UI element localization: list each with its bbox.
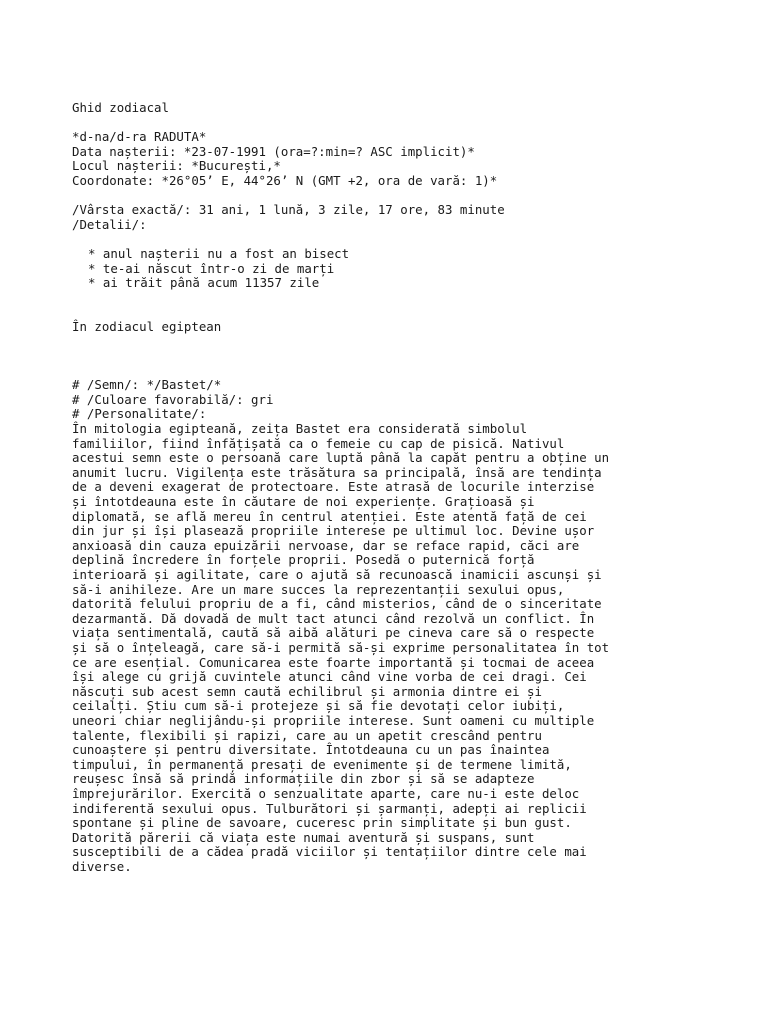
coordinates: Coordonate: *26°05’ E, 44°26’ N (GMT +2, ora de vară: 1)* <box>72 172 498 188</box>
personality-line: și să o înțeleagă, care să-i permită să-și exprime personalitatea în tot <box>72 639 610 655</box>
personality-line: reușesc însă să prindă informațiile din zbor și să se adapteze <box>72 771 535 787</box>
personality-line: anxioasă din cauza epuizării nervoase, dar se reface rapid, căci are <box>72 537 580 553</box>
personality-line: acestui semn este o persoană care luptă până la capăt pentru a obține un <box>72 450 610 466</box>
personality-line: Datorită părerii că viața este numai aventură și suspans, sunt <box>72 829 535 845</box>
personality-line: dezarmantă. Dă dovadă de mult tact atunci când rezolvă un conflict. În <box>72 610 595 626</box>
personality-line: interioară și agilitate, care o ajută să recunoască inamicii ascunși și <box>72 567 602 582</box>
spacer <box>72 232 712 247</box>
birth-place: Locul nașterii: *București,* <box>72 158 281 174</box>
personality-label: # /Personalitate/: <box>72 406 207 422</box>
section-heading: În zodiacul egiptean <box>72 318 222 334</box>
personality-line: indiferentă sexului opus. Tulburători și șarmanți, adepți ai replicii <box>72 800 587 816</box>
document-page <box>72 101 712 874</box>
personality-line: deplină încredere în forțele proprii. Posedă o puternică forță <box>72 552 535 568</box>
personality-line: cunoaștere și pentru diversitate. Întotdeauna cu un pas înaintea <box>72 742 550 758</box>
spacer <box>72 305 712 320</box>
spacer <box>72 349 712 364</box>
personality-line: uneori chiar neglijându-și propriile interese. Sunt oameni cu multiple <box>72 712 595 728</box>
personality-line: timpului, în permanență presați de evenimente și de termene limită, <box>72 756 572 772</box>
spacer <box>72 335 712 350</box>
detail-item: * te-ai născut într-o zi de marți <box>88 260 335 276</box>
detail-item: * anul nașterii nu a fost an bisect <box>88 245 350 261</box>
personality-line: să-i anihileze. Are un mare succes la reprezentanții sexului opus, <box>72 581 565 597</box>
favorable-color-line: # /Culoare favorabilă/: gri <box>72 391 274 407</box>
spacer <box>72 364 712 379</box>
personality-line: talente, flexibili și rapizi, care au un apetit crescând pentru <box>72 727 542 743</box>
personality-line: diverse. <box>72 858 132 874</box>
personality-line: și întotdeauna este în căutare de noi experiențe. Grațioasă și <box>72 494 535 510</box>
personality-line: viața sentimentală, caută să aibă alături pe cineva care să o respecte <box>72 625 595 641</box>
personality-line: ce are esențial. Comunicarea este foarte importantă și tocmai de aceea <box>72 654 595 670</box>
details-label: /Detalii/: <box>72 216 147 232</box>
spacer <box>72 116 712 131</box>
spacer <box>72 291 712 306</box>
personality-line: familiilor, fiind înfățișată ca o femeie cu cap de pisică. Nativul <box>72 435 565 451</box>
personality-line: În mitologia egipteană, zeița Bastet era considerată simbolul <box>72 421 528 437</box>
personality-line: își alege cu grijă cuvintele atunci când vine vorba de cei dragi. Cei <box>72 669 587 685</box>
document-title: Ghid zodiacal <box>72 100 169 115</box>
detail-item: * ai trăit până acum 11357 zile <box>88 275 320 291</box>
personality-line: împrejurărilor. Exercită o senzualitate aparte, care nu-i este deloc <box>72 785 580 801</box>
personality-line: anumit lucru. Vigilența este trăsătura sa principală, însă are tendința <box>72 464 602 480</box>
sign-line: # /Semn/: */Bastet/* <box>72 377 222 393</box>
personality-line: diplomată, se află mereu în centrul atenției. Este atentă față de cei <box>72 508 587 524</box>
personality-line: de a deveni exagerat de protectoare. Este atrasă de locurile interzise <box>72 479 595 495</box>
person-name: *d-na/d-ra RADUTA* <box>72 129 207 145</box>
personality-line: datorită felului propriu de a fi, când misterios, când de o sinceritate <box>72 596 602 612</box>
spacer <box>72 189 712 204</box>
personality-line: ceilalți. Știu cum să-i protejeze și să fie devotați celor iubiți, <box>72 698 565 714</box>
personality-line: din jur și își plasează propriile interese pe ultimul loc. Devine ușor <box>72 523 595 539</box>
personality-text <box>72 422 712 874</box>
personality-line: susceptibili de a cădea pradă viciilor și tentațiilor dintre cele mai <box>72 844 587 860</box>
personality-line: născuți sub acest semn caută echilibrul și armonia dintre ei și <box>72 683 542 699</box>
birth-date: Data nașterii: *23-07-1991 (ora=?:min=? ASC implicit)* <box>72 143 475 159</box>
personality-line: spontane și pline de savoare, cuceresc prin simplitate și bun gust. <box>72 815 572 831</box>
exact-age: /Vârsta exactă/: 31 ani, 1 lună, 3 zile, 17 ore, 83 minute <box>72 202 505 218</box>
